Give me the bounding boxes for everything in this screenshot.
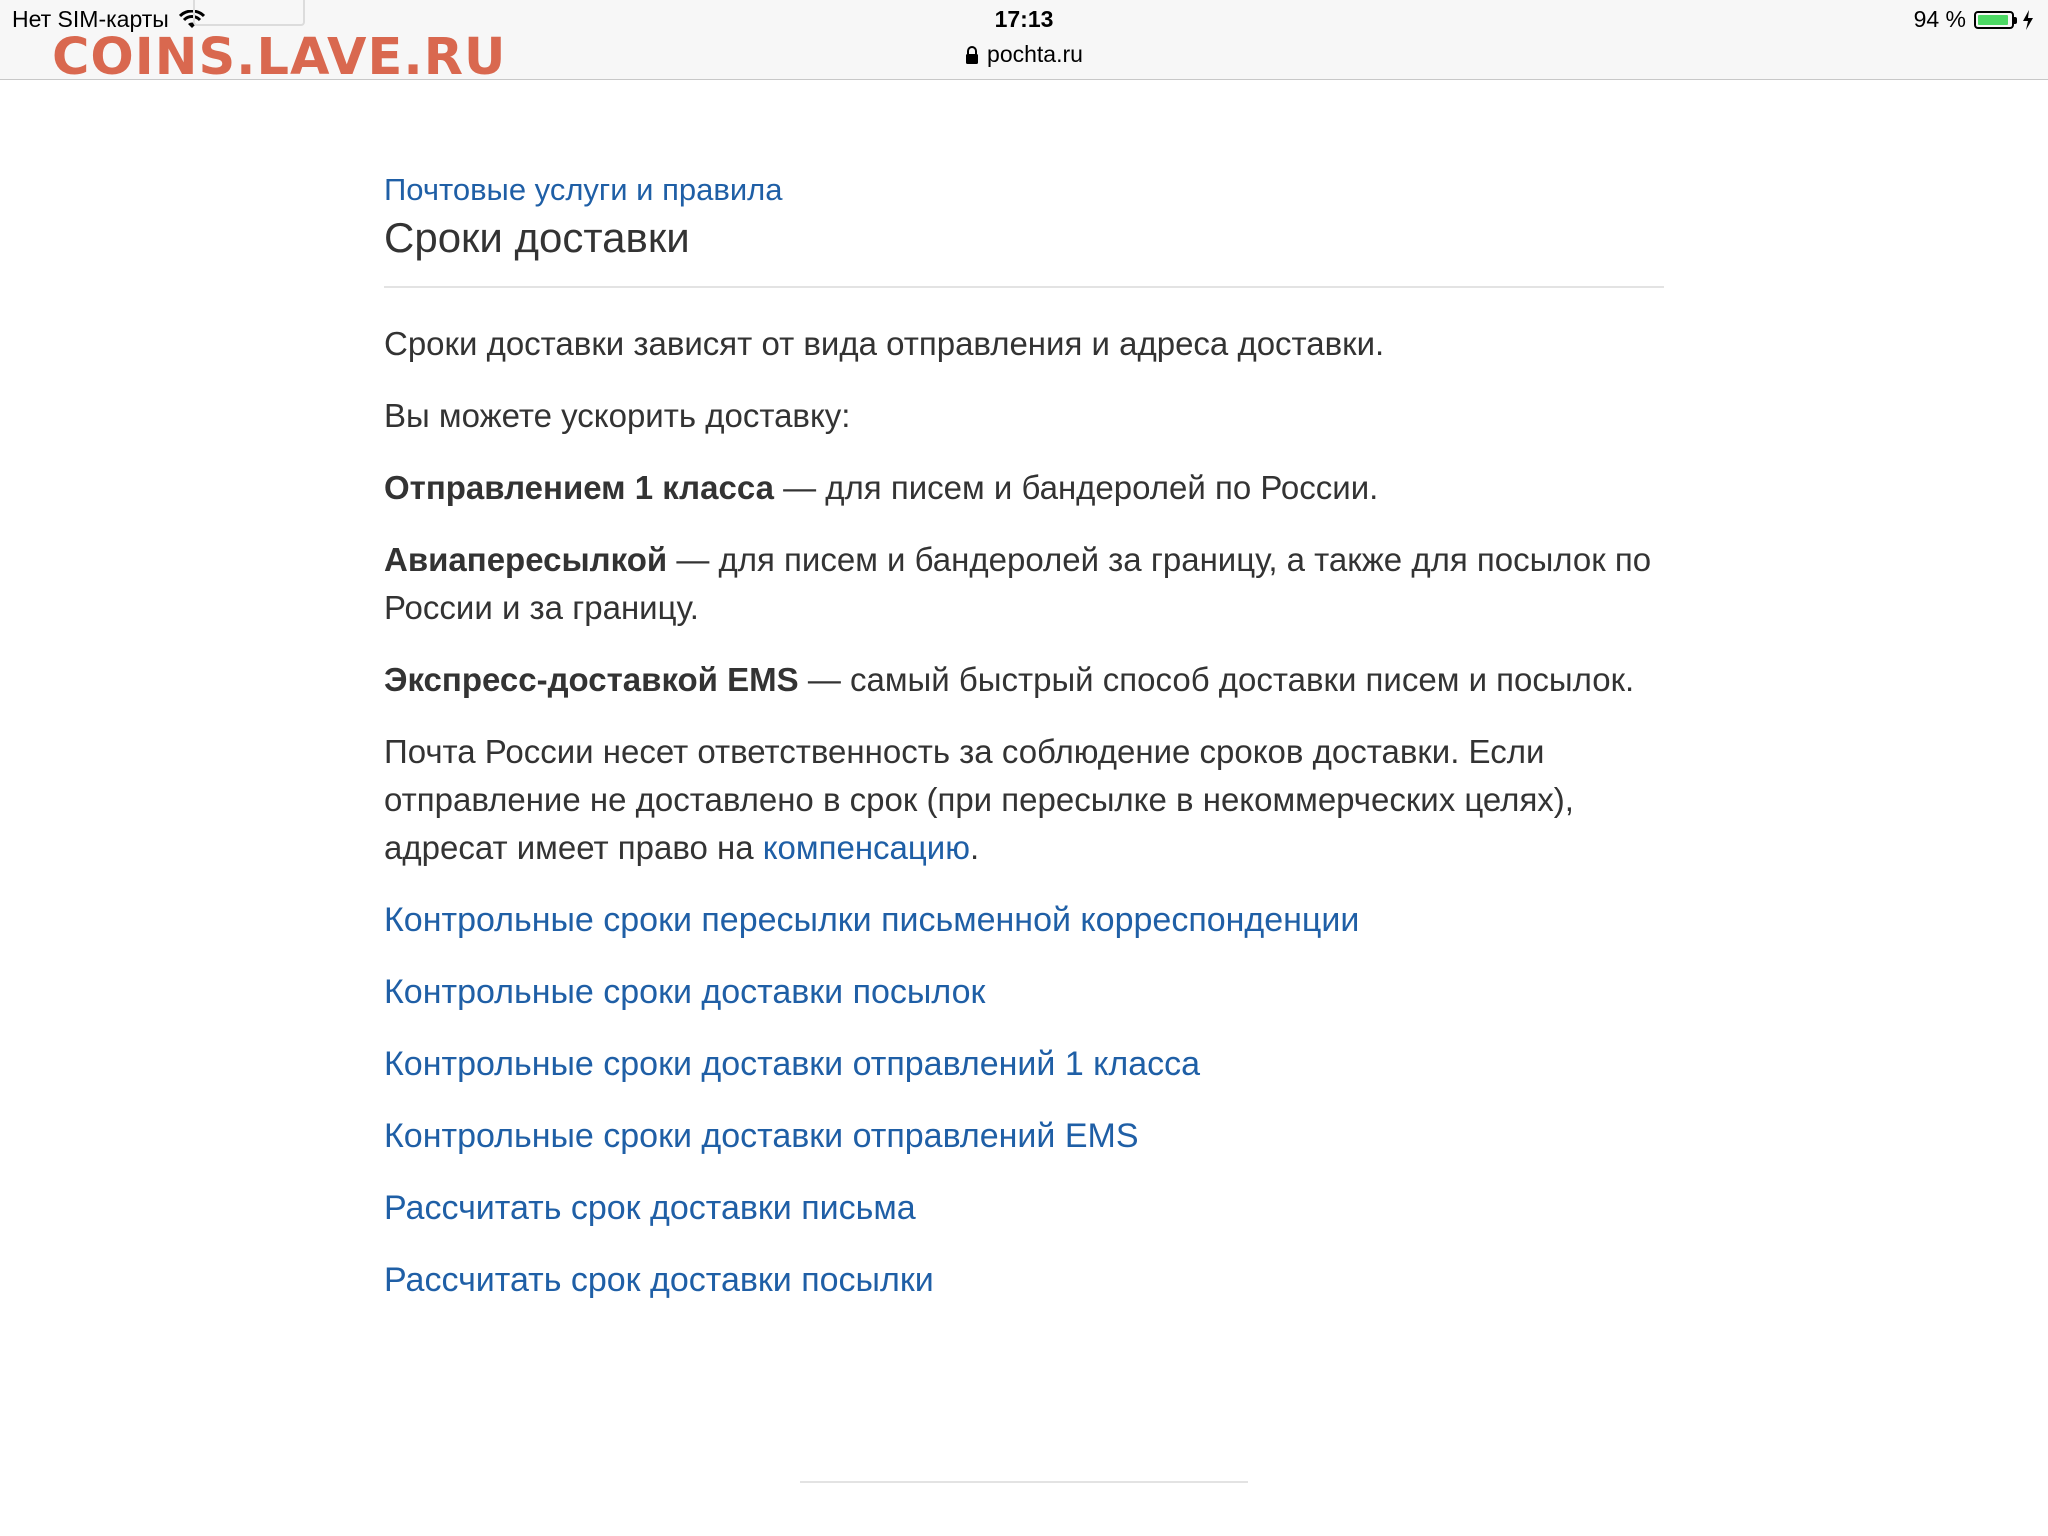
clock: 17:13 [994, 6, 1054, 32]
speed-up-paragraph: Вы можете ускорить доставку: [384, 397, 851, 434]
lock-icon [965, 46, 979, 64]
option-title: Авиапересылкой [384, 541, 668, 578]
status-bar [0, 0, 2048, 87]
battery-level-fill [1978, 15, 2008, 25]
link-parcel-deadlines[interactable]: Контрольные сроки доставки посылок [384, 973, 986, 1011]
responsibility-paragraph: Почта России несет ответственность за соблюдение сроков доставки. Если отправление не доставлено в срок (при пересылке в некоммерческих целях), адресат имеет право на компенсацию. [384, 733, 1574, 866]
main-content [384, 168, 1664, 1328]
link-first-class-deadlines[interactable]: Контрольные сроки доставки отправлений 1 класса [384, 1045, 1201, 1083]
watermark: COINS.LAVE.RU [52, 28, 507, 87]
link-ems-deadlines[interactable]: Контрольные сроки доставки отправлений EMS [384, 1117, 1139, 1155]
responsibility-text: Почта России несет ответственность за соблюдение сроков доставки. Если отправление не доставлено в срок (при пересылке в некоммерческих целях), адресат имеет право на [384, 733, 1574, 866]
option-first-class [384, 464, 1664, 512]
page-title: Сроки доставки [384, 212, 1664, 288]
battery-status [1914, 6, 2034, 33]
related-links [384, 896, 1664, 1304]
option-airmail [384, 536, 1664, 632]
carrier-label: Нет SIM-карты [12, 6, 169, 32]
link-calculate-letter[interactable]: Рассчитать срок доставки письма [384, 1189, 916, 1227]
compensation-link[interactable]: компенсацию [762, 829, 970, 866]
option-ems [384, 656, 1664, 704]
intro-paragraph: Сроки доставки зависят от вида отправления и адреса доставки. [384, 325, 1385, 362]
breadcrumb-link[interactable]: Почтовые услуги и правила [384, 172, 783, 207]
url-text: pochta.ru [987, 41, 1083, 67]
charging-bolt-icon [2022, 10, 2034, 30]
option-description: — для писем и бандеролей за границу, а также для посылок по России и за границу. [384, 541, 1652, 626]
footer-divider [800, 1481, 1248, 1483]
option-title: Отправлением 1 класса [384, 469, 774, 506]
option-title: Экспресс-доставкой EMS [384, 661, 799, 698]
article-body [384, 320, 1664, 1304]
battery-icon [1974, 11, 2014, 29]
option-description: — для писем и бандеролей по России. [773, 469, 1379, 506]
link-correspondence-deadlines[interactable]: Контрольные сроки пересылки письменной корреспонденции [384, 901, 1360, 939]
battery-percent: 94 % [1913, 6, 1966, 32]
address-bar[interactable] [0, 41, 2048, 68]
link-calculate-parcel[interactable]: Рассчитать срок доставки посылки [384, 1261, 934, 1299]
option-description: — самый быстрый способ доставки писем и посылок. [798, 661, 1635, 698]
